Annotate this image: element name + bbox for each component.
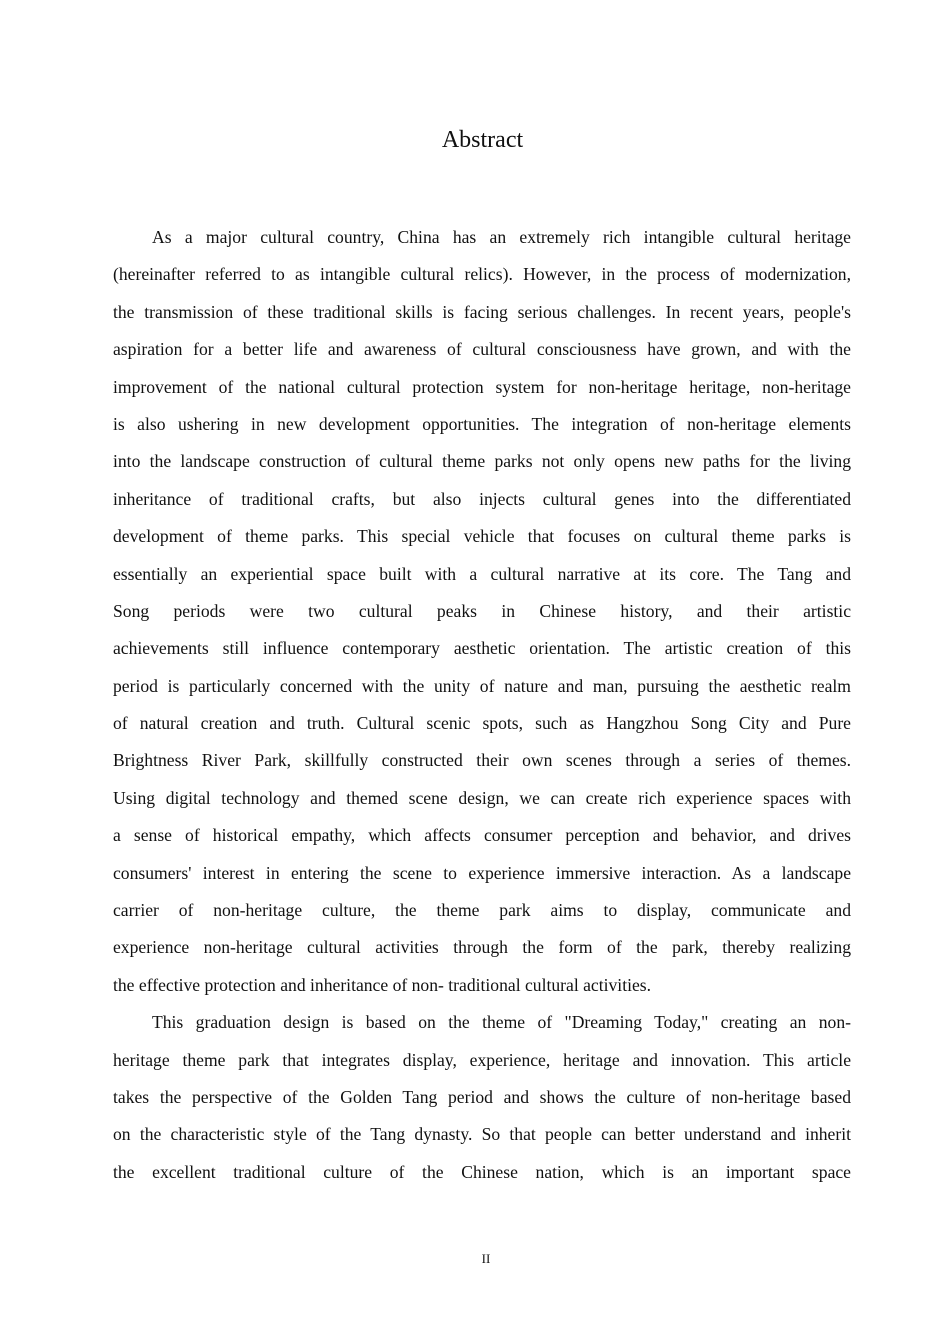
text-line: the excellent traditional culture of the Chinese nation, which is an important space <box>113 1161 851 1182</box>
paragraph-2 <box>113 1004 851 1191</box>
text-line: This graduation design is based on the theme of "Dreaming Today," creating an non- <box>152 1012 851 1033</box>
paragraph-1 <box>113 219 851 1004</box>
text-line: into the landscape construction of cultural theme parks not only opens new paths for the living <box>113 451 851 472</box>
text-line: Using digital technology and themed scene design, we can create rich experience spaces with <box>113 787 851 808</box>
abstract-body <box>113 219 851 1191</box>
text-line: period is particularly concerned with the unity of nature and man, pursuing the aesthetic realm <box>113 675 851 696</box>
text-line: achievements still influence contemporary aesthetic orientation. The artistic creation of this <box>113 638 851 659</box>
text-line: experience non-heritage cultural activities through the form of the park, thereby realizing <box>113 937 851 958</box>
text-line: aspiration for a better life and awareness of cultural consciousness have grown, and with the <box>113 339 851 360</box>
text-line: inheritance of traditional crafts, but also injects cultural genes into the differentiated <box>113 488 851 509</box>
text-line: of natural creation and truth. Cultural scenic spots, such as Hangzhou Song City and Pure <box>113 713 851 734</box>
text-line: a sense of historical empathy, which affects consumer perception and behavior, and drives <box>113 825 851 846</box>
text-line: the effective protection and inheritance of non- traditional cultural activities. <box>113 974 652 995</box>
text-line: the transmission of these traditional skills is facing serious challenges. In recent years, people's <box>113 301 851 322</box>
text-line: on the characteristic style of the Tang dynasty. So that people can better understand and inherit <box>113 1124 851 1145</box>
text-line: is also ushering in new development opportunities. The integration of non-heritage elements <box>113 413 851 434</box>
text-line: improvement of the national cultural protection system for non-heritage heritage, non-heritage <box>113 376 851 397</box>
text-line: consumers' interest in entering the scene to experience immersive interaction. As a landscape <box>113 862 851 883</box>
text-line: development of theme parks. This special vehicle that focuses on cultural theme parks is <box>113 526 851 547</box>
text-line: As a major cultural country, China has an extremely rich intangible cultural heritage <box>152 227 851 247</box>
text-line: heritage theme park that integrates display, experience, heritage and innovation. This article <box>113 1049 851 1070</box>
text-line: (hereinafter referred to as intangible cultural relics). However, in the process of modernization, <box>113 264 851 285</box>
text-line: Song periods were two cultural peaks in Chinese history, and their artistic <box>113 600 851 621</box>
text-line: Brightness River Park, skillfully constructed their own scenes through a series of themes. <box>113 750 851 771</box>
text-line: takes the perspective of the Golden Tang period and shows the culture of non-heritage based <box>113 1086 851 1107</box>
text-line: essentially an experiential space built with a cultural narrative at its core. The Tang and <box>113 563 851 584</box>
page-number: II <box>481 1251 491 1266</box>
text-line: carrier of non-heritage culture, the theme park aims to display, communicate and <box>113 900 851 921</box>
abstract-title: Abstract <box>441 127 524 153</box>
